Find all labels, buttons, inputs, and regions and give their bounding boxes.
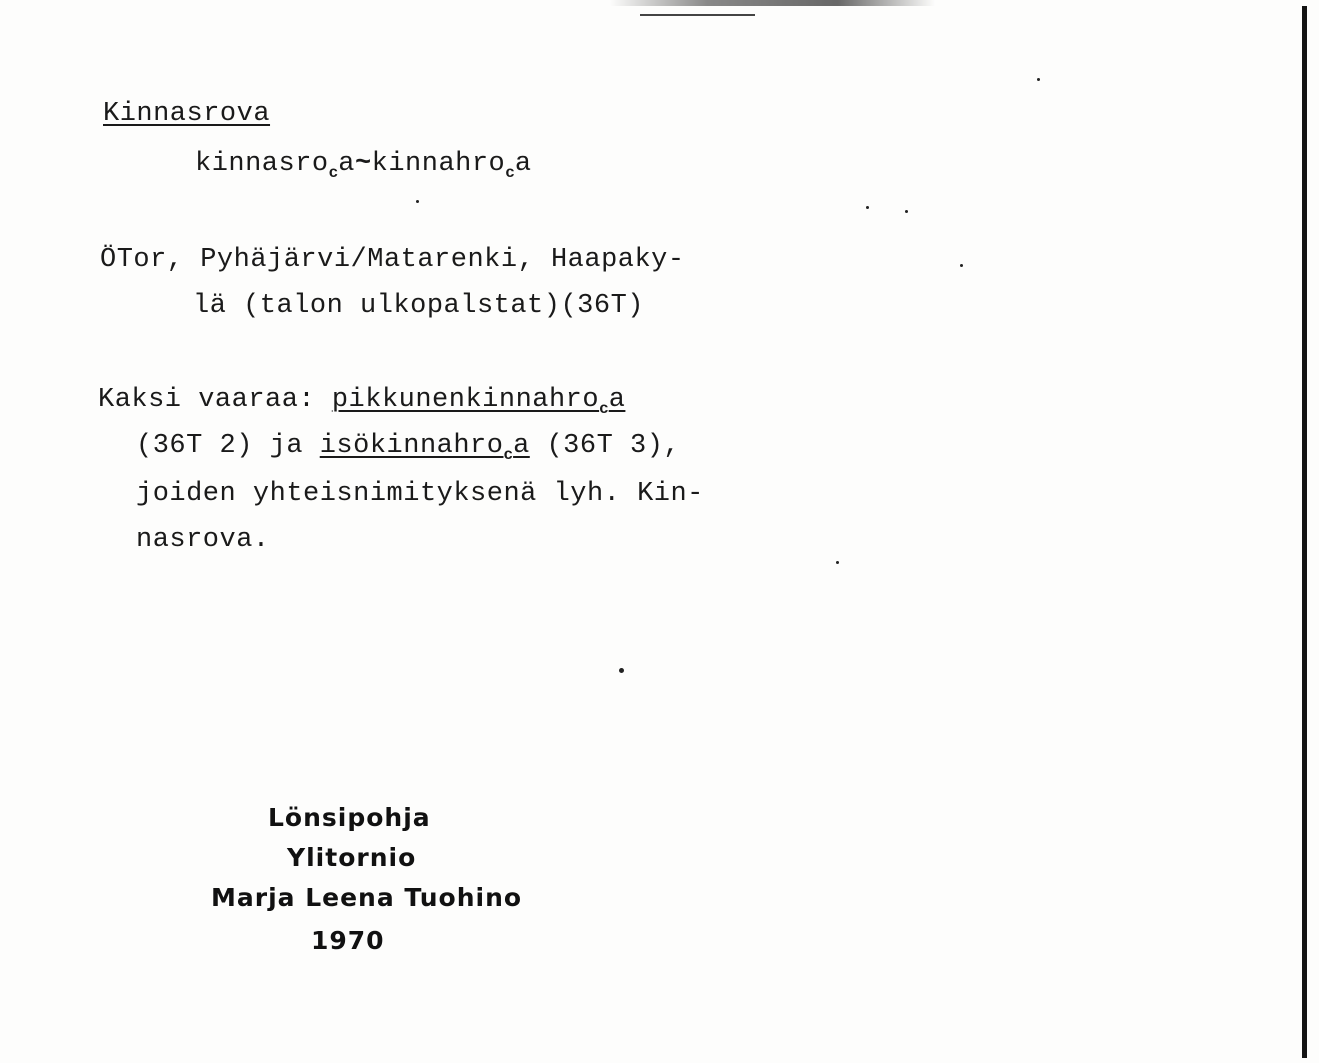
scan-artifact (640, 14, 755, 16)
pronunciation-mark: c (503, 446, 514, 464)
description-text: (36T 2) ja (136, 431, 320, 461)
pronunciation-text: a (514, 149, 532, 179)
scan-speck (619, 668, 624, 673)
pronunciation-text: a (338, 149, 355, 179)
scan-speck (866, 206, 869, 209)
place-name-underlined (319, 431, 530, 464)
scan-speck (836, 561, 839, 564)
location-line-1: ÖTor, Pyhäjärvi/Matarenki, Haapaky- (100, 245, 685, 275)
pronunciation-mark: c (328, 164, 339, 182)
place-name-text: a (513, 431, 530, 461)
scan-speck (905, 210, 908, 213)
pronunciation-line (195, 148, 532, 189)
scan-artifact (610, 0, 935, 6)
place-name-text: a (608, 385, 626, 415)
pronunciation-mark: c (505, 164, 515, 182)
stamp-collector: Marja Leena Tuohino (211, 883, 523, 912)
scan-speck (960, 264, 963, 267)
description-text: (36T 3), (529, 431, 681, 461)
stamp-year: 1970 (311, 926, 385, 955)
description-line-3: joiden yhteisnimityksenä lyh. Kin- (136, 479, 704, 509)
pronunciation-text: kinnasro (195, 149, 329, 179)
description-line-1 (98, 384, 625, 425)
card-heading: Kinnasrova (103, 99, 271, 129)
stamp-parish: Ylitornio (287, 843, 417, 872)
pronunciation-mark: c (599, 400, 609, 418)
pronunciation-text: kinnahro (371, 149, 506, 179)
scan-speck (1037, 78, 1040, 81)
description-text: Kaksi vaaraa: (98, 385, 332, 415)
description-line-4: nasrova. (136, 525, 270, 555)
scan-speck (416, 200, 419, 203)
description-line-2 (136, 430, 680, 471)
variant-tilde: ~ (354, 149, 372, 179)
location-line-2: lä (talon ulkopalstat)(36T) (193, 291, 644, 321)
place-name-text: isökinnahro (319, 431, 504, 461)
place-name-text: pikkunenkinnahro (331, 385, 600, 415)
stamp-region: Lönsipohja (268, 803, 431, 832)
place-name-underlined (331, 385, 626, 418)
card-edge (1302, 6, 1307, 1058)
